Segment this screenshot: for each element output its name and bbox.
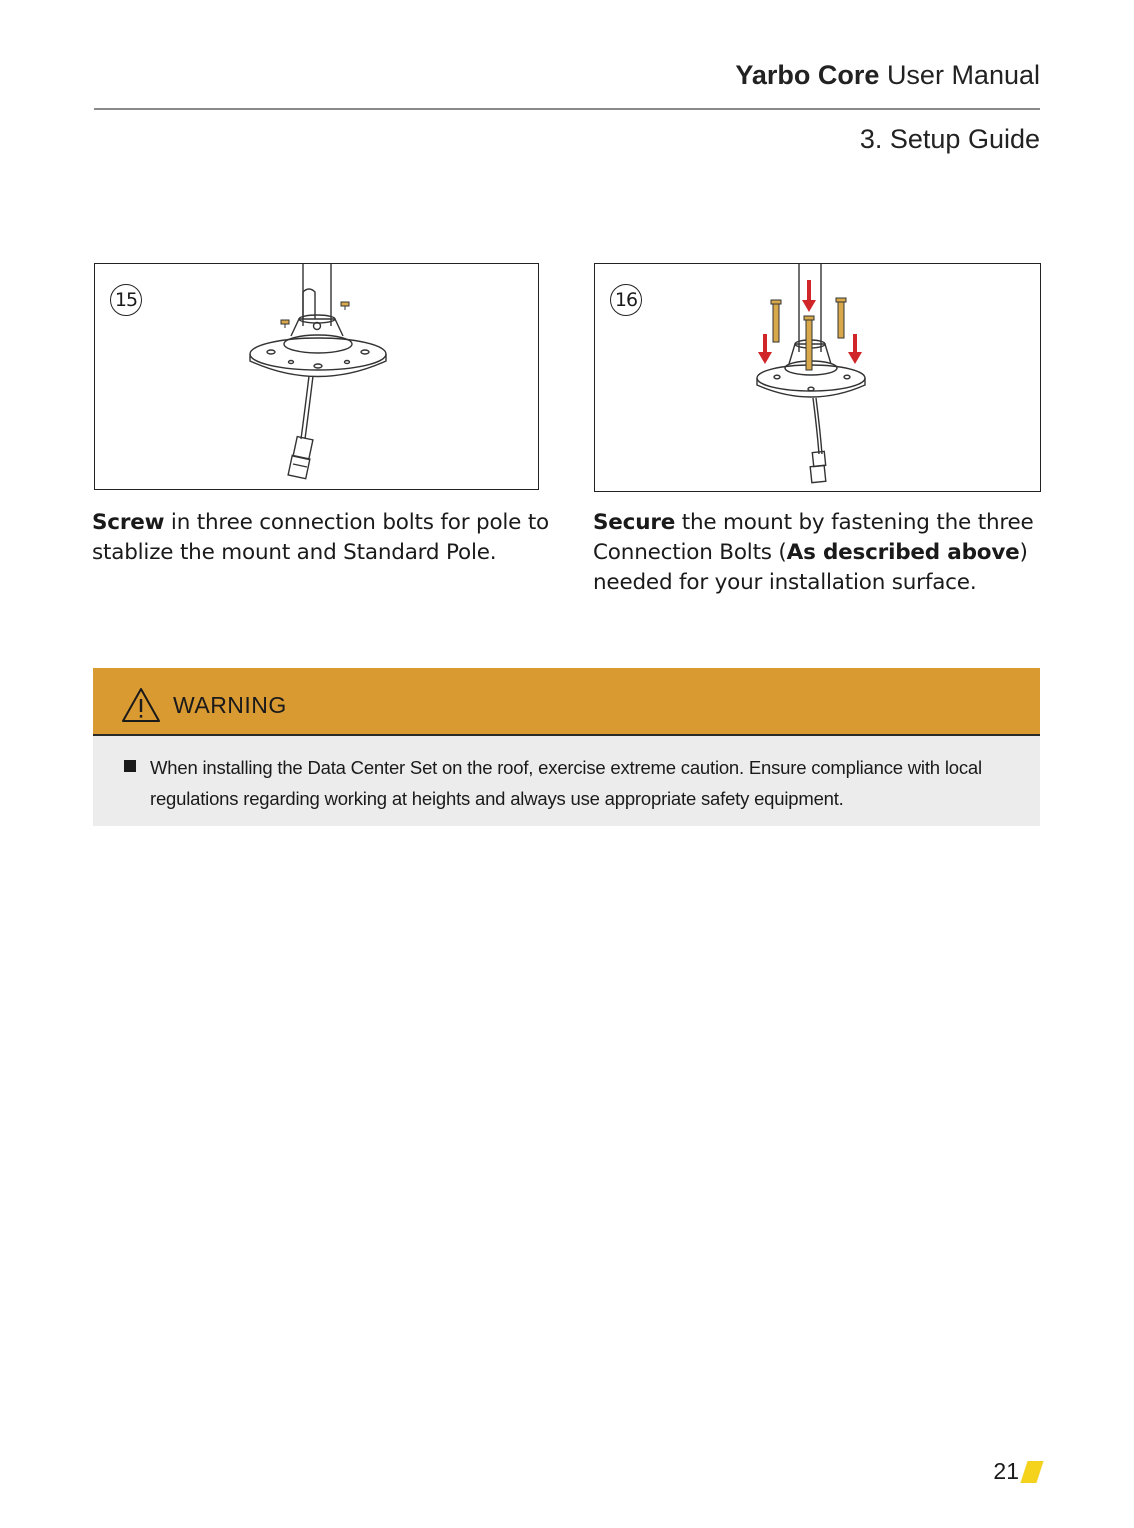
step-15-caption [92,508,562,568]
step-16-caption-text: the mount by fastening the three Connection Bolts ( [593,510,1034,565]
step-16-caption [593,508,1063,598]
page-accent-mark [1020,1461,1043,1483]
step-15-number: 15 [110,284,142,316]
manual-title-suffix: User Manual [886,60,1040,90]
bullet-square-icon [124,760,136,772]
step-16-caption-bold: Secure [593,510,676,535]
header-divider [94,108,1040,110]
pole-mount-illustration [95,264,540,491]
manual-title [735,60,1040,91]
step-16-figure [594,263,1041,492]
warning-triangle-icon [121,687,161,723]
step-15-caption-bold: Screw [92,510,165,535]
bolt-fastening-illustration [595,264,1042,493]
brand-name: Yarbo Core [735,60,880,90]
warning-text: When installing the Data Center Set on the roof, exercise extreme caution. Ensure compliance with local regulations regarding working at heights and always use appropriate safety equipment. [150,757,982,809]
step-16-caption-reference: As described above [786,540,1020,565]
warning-title: WARNING [173,692,287,718]
section-title: 3. Setup Guide [859,124,1040,154]
step-16-caption-end: ) needed for your installation surface. [593,540,1028,595]
step-16-number: 16 [610,284,642,316]
warning-header [93,668,1040,736]
warning-box [93,668,1040,826]
step-15-figure [94,263,539,490]
page-number: 21 [993,1458,1019,1484]
step-15-caption-text: in three connection bolts for pole to stablize the mount and Standard Pole. [92,510,550,565]
